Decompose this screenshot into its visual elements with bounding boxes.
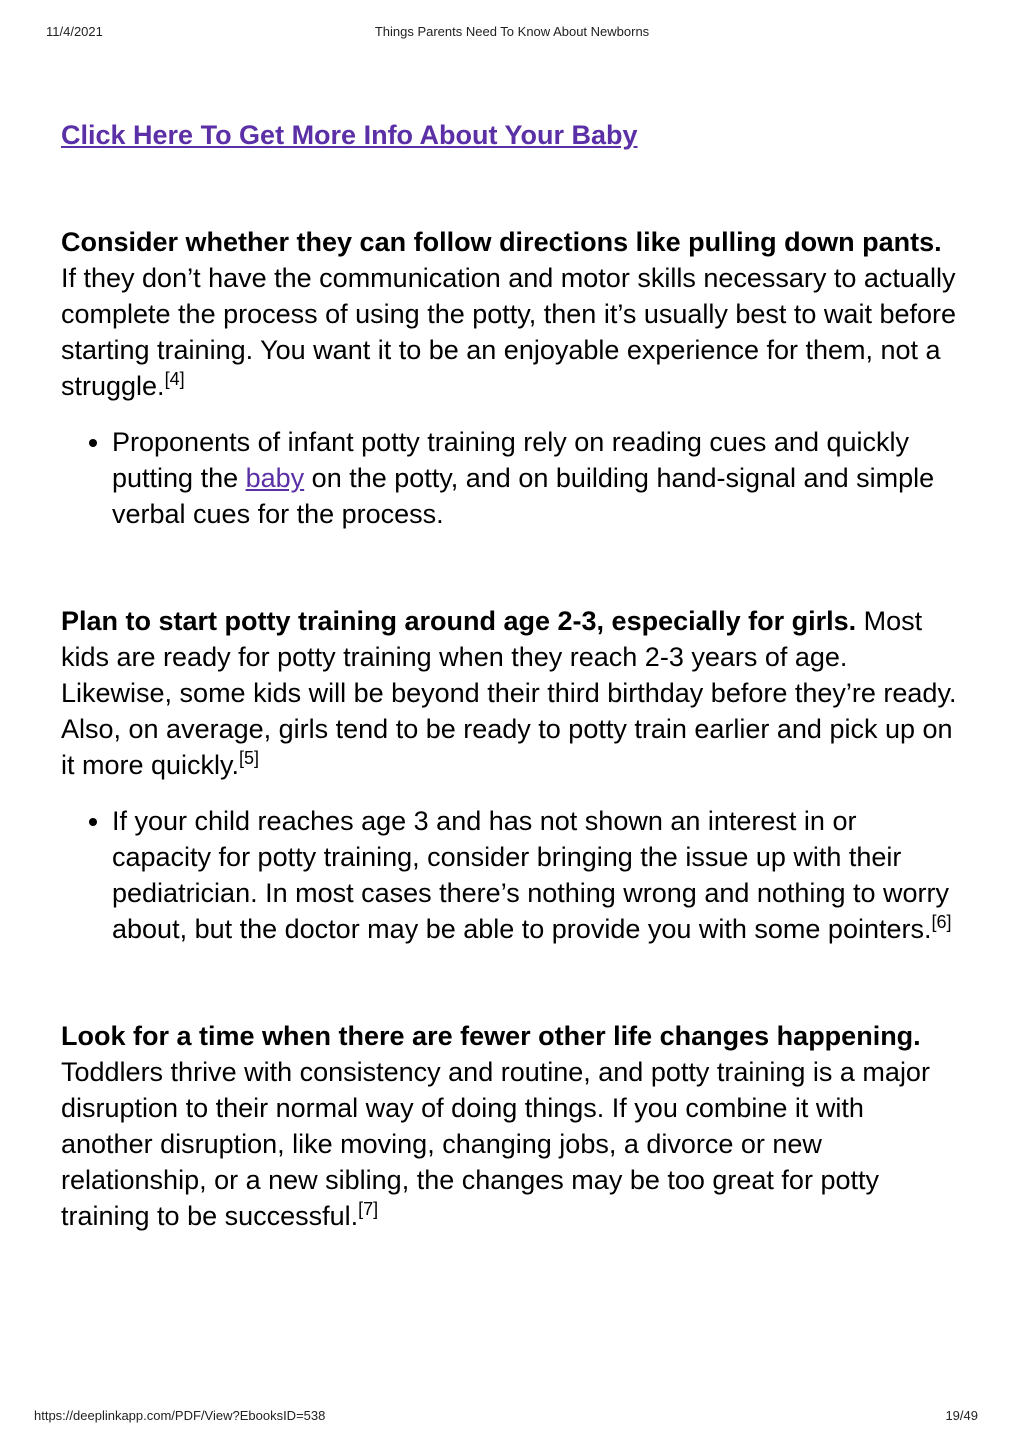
print-header bbox=[0, 24, 1024, 42]
reference-link[interactable]: [6] bbox=[931, 912, 952, 932]
article-content bbox=[61, 117, 961, 1234]
section-life-changes bbox=[61, 1018, 961, 1234]
section-heading: Plan to start potty training around age 2-3, especially for girls. bbox=[61, 606, 857, 636]
section-text: If they don’t have the communication and motor skills necessary to actually complete the process of using the potty, then it’s usually best to wait before starting training. You want it to be an enjoyable experience for them, not a struggle. bbox=[61, 263, 957, 401]
more-info-link[interactable]: Click Here To Get More Info About Your Baby bbox=[61, 120, 638, 150]
bullet-list bbox=[61, 803, 961, 947]
print-footer bbox=[0, 1408, 1024, 1426]
section-directions bbox=[61, 224, 961, 404]
page-number: 19/49 bbox=[945, 1408, 978, 1423]
bullet-list bbox=[61, 424, 961, 532]
list-item: • Proponents of infant potty training rely on reading cues and quickly putting the baby on the potty, and on building hand-signal and simple verbal cues for the process. bbox=[112, 424, 961, 532]
reference-link[interactable]: [5] bbox=[239, 748, 260, 768]
print-date: 11/4/2021 bbox=[46, 24, 103, 39]
reference-link[interactable]: [4] bbox=[164, 369, 185, 389]
print-url: https://deeplinkapp.com/PDF/View?EbooksID=538 bbox=[34, 1408, 326, 1423]
print-title: Things Parents Need To Know About Newborns bbox=[374, 24, 650, 39]
section-text: Most kids are ready for potty training when they reach 2-3 years of age. Likewise, some kids will be beyond their third birthday before they’re ready. Also, on average, girls tend to be ready to potty train earlier and pick up on it more quickly. bbox=[61, 606, 957, 780]
reference-link[interactable]: [7] bbox=[358, 1199, 379, 1219]
section-heading: Consider whether they can follow directions like pulling down pants. bbox=[61, 227, 942, 257]
baby-link[interactable]: baby bbox=[245, 463, 305, 493]
section-age bbox=[61, 603, 961, 783]
section-text: Toddlers thrive with consistency and routine, and potty training is a major disruption to their normal way of doing things. If you combine it with another disruption, like moving, changing jobs, a divorce or new relationship, or a new sibling, the changes may be too great for potty training to be successful. bbox=[61, 1057, 930, 1231]
section-heading: Look for a time when there are fewer other life changes happening. bbox=[61, 1021, 921, 1051]
list-item: • If your child reaches age 3 and has not shown an interest in or capacity for potty training, consider bringing the issue up with their pediatrician. In most cases there’s nothing wrong and nothing to worry about, but the doctor may be able to provide you with some pointers.[6] bbox=[112, 803, 961, 947]
